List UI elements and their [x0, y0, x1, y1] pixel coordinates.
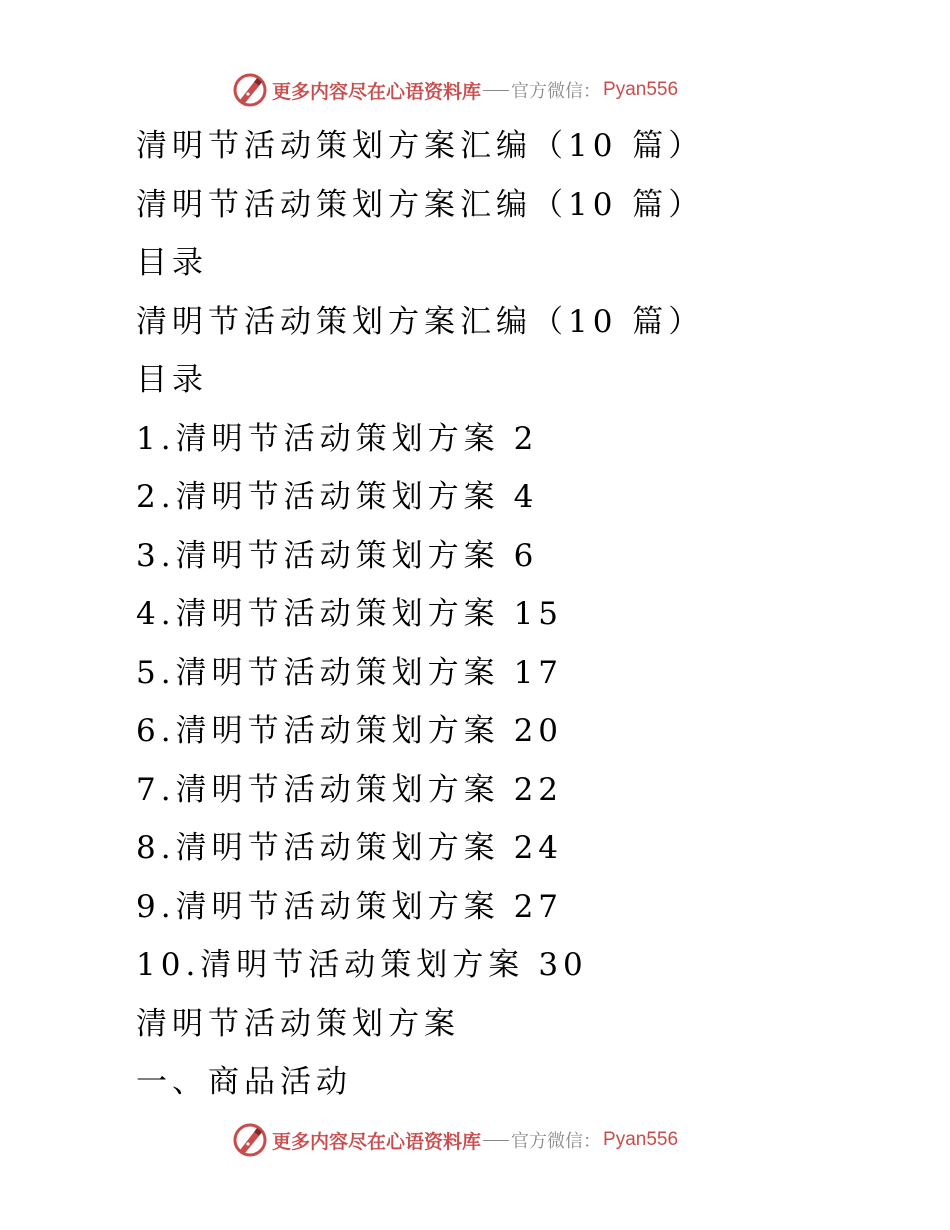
toc-item-label: 3.清明节活动策划方案	[136, 537, 500, 574]
toc-item[interactable]	[136, 702, 916, 761]
toc-item[interactable]	[136, 585, 916, 644]
toc-item-page: 15	[513, 596, 564, 632]
pen-logo-icon	[232, 1122, 268, 1158]
toc-heading-repeat: 目录	[136, 362, 208, 398]
watermark-dash	[483, 90, 509, 91]
toc-item-label: 4.清明节活动策划方案	[136, 596, 500, 632]
toc-item-page: 22	[513, 771, 564, 808]
toc-item[interactable]	[136, 468, 916, 527]
toc-item-label: 8.清明节活动策划方案	[136, 830, 500, 866]
section-title: 清明节活动策划方案	[136, 1005, 460, 1042]
table-of-contents	[136, 410, 916, 995]
watermark-dash	[483, 1140, 509, 1141]
toc-item-page: 17	[513, 654, 564, 691]
toc-item[interactable]	[136, 410, 916, 469]
document-title: 清明节活动策划方案汇编（10 篇）	[136, 128, 705, 164]
toc-item-page: 2	[513, 420, 539, 457]
toc-item-label: 2.清明节活动策划方案	[136, 479, 500, 515]
toc-item-page: 6	[513, 537, 539, 574]
watermark-main-text: 更多内容尽在心语资料库	[272, 80, 482, 103]
pen-logo-icon	[232, 72, 268, 108]
toc-item[interactable]	[136, 936, 916, 995]
toc-item-label: 9.清明节活动策划方案	[136, 888, 500, 925]
toc-item-label: 1.清明节活动策划方案	[136, 420, 500, 457]
watermark-id: Pyan556	[603, 1129, 679, 1150]
toc-heading: 目录	[136, 245, 208, 281]
toc-item[interactable]	[136, 878, 916, 937]
toc-item-label: 6.清明节活动策划方案	[136, 713, 500, 749]
subsection-heading: 一、商品活动	[136, 1064, 352, 1100]
toc-item[interactable]	[136, 819, 916, 878]
toc-item-page: 20	[513, 713, 564, 749]
toc-item-label: 7.清明节活动策划方案	[136, 771, 500, 808]
toc-item[interactable]	[136, 644, 916, 703]
watermark-sub-text: 官方微信：	[511, 1131, 602, 1152]
toc-item-page: 4	[513, 479, 539, 515]
document-title-repeat-2: 清明节活动策划方案汇编（10 篇）	[136, 303, 705, 340]
header-watermark	[232, 70, 678, 110]
toc-item-page: 27	[513, 888, 564, 925]
watermark-main-text: 更多内容尽在心语资料库	[272, 1130, 482, 1153]
watermark-id: Pyan556	[603, 79, 679, 100]
toc-item-label: 5.清明节活动策划方案	[136, 654, 500, 691]
toc-item[interactable]	[136, 527, 916, 586]
toc-item-page: 24	[513, 830, 564, 866]
toc-item-label: 10.清明节活动策划方案	[136, 947, 525, 983]
document-body	[136, 117, 916, 1112]
toc-item-page: 30	[538, 947, 588, 983]
document-title-repeat: 清明节活动策划方案汇编（10 篇）	[136, 186, 705, 223]
toc-item[interactable]	[136, 761, 916, 820]
footer-watermark	[232, 1120, 678, 1160]
watermark-sub-text: 官方微信：	[511, 81, 602, 102]
